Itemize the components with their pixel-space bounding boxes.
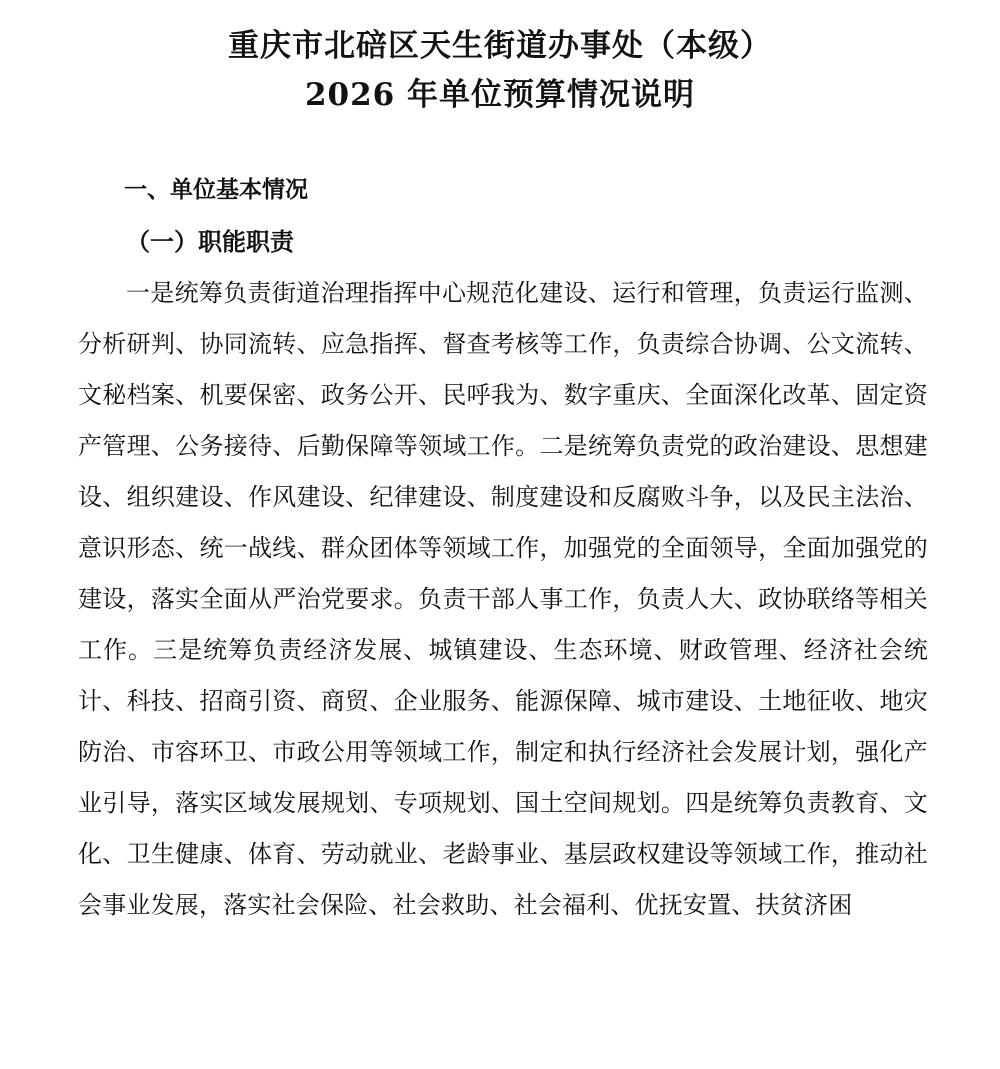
section-heading-basic-info: 一、单位基本情况 bbox=[124, 177, 308, 203]
paragraph-duties: 一是统筹负责街道治理指挥中心规范化建设、运行和管理，负责运行监测、分析研判、协同流转、应急指挥、督查考核等工作，负责综合协调、公文流转、文秘档案、机要保密、政务公开、民呼我为、数字重庆、全面深化改革、固定资产管理、公务接待、后勤保障等领域工作。二是统筹负责党的政治建设、思想建设、组织建设、作风建设、纪律建设、制度建设和反腐败斗争，以及民主法治、意识形态、统一战线、群众团体等领域工作，加强党的全面领导，全面加强党的建设，落实全面从严治党要求。负责干部人事工作，负责人大、政协联络等相关工作。三是统筹负责经济发展、城镇建设、生态环境、财政管理、经济社会统计、科技、招商引资、商贸、企业服务、能源保障、城市建设、土地征收、地灾防治、市容环卫、市政公用等领域工作，制定和执行经济社会发展计划，强化产业引导，落实区域发展规划、专项规划、国土空间规划。四是统筹负责教育、文化、卫生健康、体育、劳动就业、老龄事业、基层政权建设等领域工作，推动社会事业发展，落实社会保险、社会救助、社会福利、优抚安置、扶贫济困 bbox=[78, 279, 928, 919]
document-body bbox=[60, 164, 940, 931]
page-title bbox=[60, 18, 940, 120]
page-title-line-2: 2026 年单位预算情况说明 bbox=[304, 77, 696, 113]
page-title-line-1: 重庆市北碚区天生街道办事处（本级） bbox=[228, 28, 772, 64]
subsection-heading-duties: （一）职能职责 bbox=[126, 227, 294, 256]
